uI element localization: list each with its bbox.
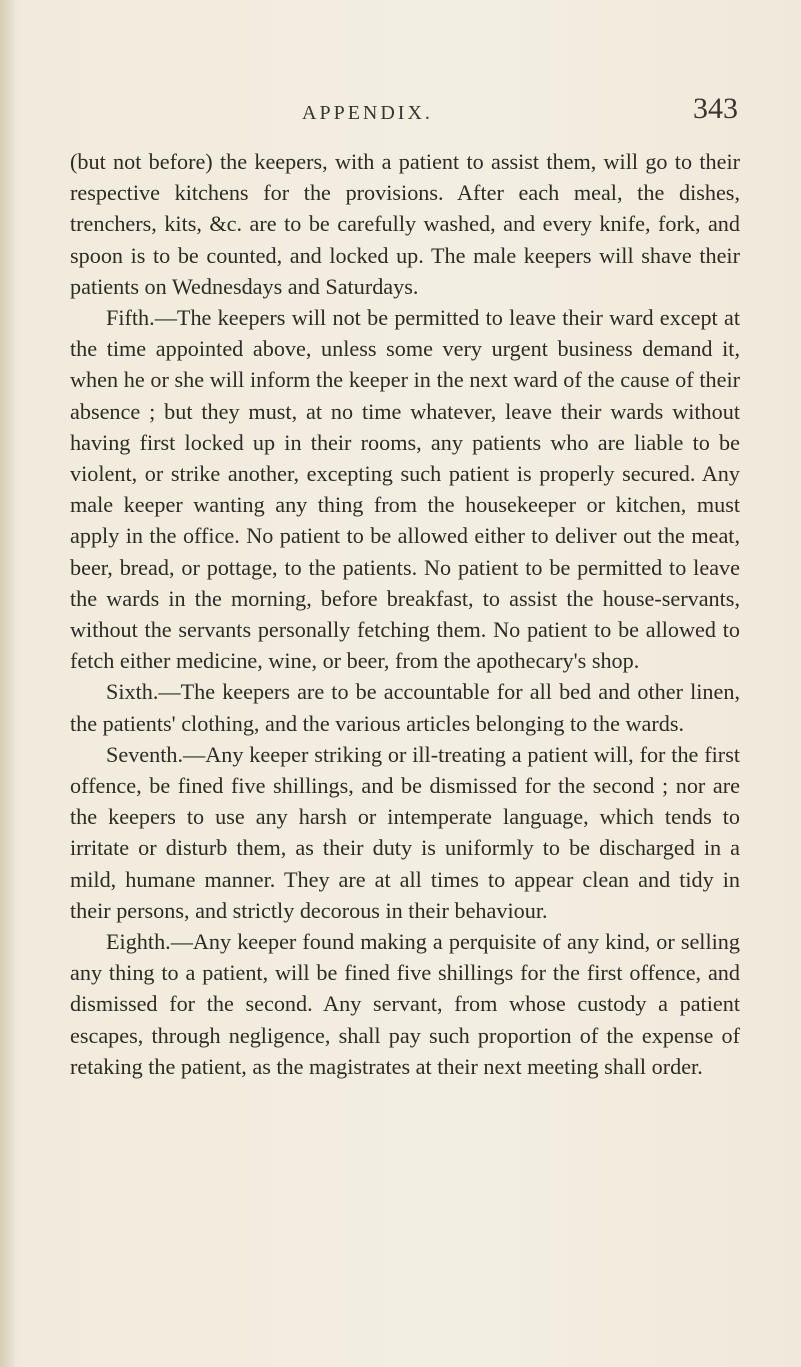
page-gutter xyxy=(0,0,14,1367)
paragraph-fifth: Fifth.—The keepers will not be permitted to leave their ward except at the time appointed above, unless some very urgent business demand it, when he or she will inform the keeper in the next ward of the cause of their absence ; but they must, at no time whatever, leave their wards without having first locked up in their rooms, any patients who are liable to be violent, or strike another, excepting such patient is properly secured. Any male keeper wanting any thing from the housekeeper or kitchen, must apply in the office. No patient to be allowed either to deliver out the meat, beer, bread, or pottage, to the patients. No patient to be permitted to leave the wards in the morning, before breakfast, to assist the house-servants, without the servants personally fetching them. No patient to be allowed to fetch either medicine, wine, or beer, from the apothecary's shop. xyxy=(70,305,740,674)
paragraph-seventh: Seventh.—Any keeper striking or ill-treating a patient will, for the first offence, be fined five shillings, and be dismissed for the second ; nor are the keepers to use any harsh or intemperate language, which tends to irritate or disturb them, as their duty is uniformly to be discharged in a mild, humane manner. They are at all times to appear clean and tidy in their persons, and strictly decorous in their behaviour. xyxy=(70,741,740,923)
page-header xyxy=(70,92,740,132)
paragraph-eighth: Eighth.—Any keeper found making a perquisite of any kind, or selling any thing to a patient, will be fined five shillings for the first offence, and dismissed for the second. Any servant, from whose custody a patient escapes, through negligence, shall pay such proportion of the expense of retaking the patient, as the magistrates at their next meeting shall order. xyxy=(70,929,740,1079)
running-head: APPENDIX. xyxy=(302,102,433,124)
page-number: 343 xyxy=(693,92,738,125)
paragraph-sixth: Sixth.—The keepers are to be accountable for all bed and other linen, the patients' clothing, and the various articles belonging to the wards. xyxy=(70,679,740,736)
body-text xyxy=(70,146,740,1082)
paragraph-continuation: (but not before) the keepers, with a patient to assist them, will go to their respective kitchens for the provisions. After each meal, the dishes, trenchers, kits, &c. are to be carefully washed, and every knife, fork, and spoon is to be counted, and locked up. The male keepers will shave their patients on Wednesdays and Saturdays. xyxy=(70,149,740,299)
